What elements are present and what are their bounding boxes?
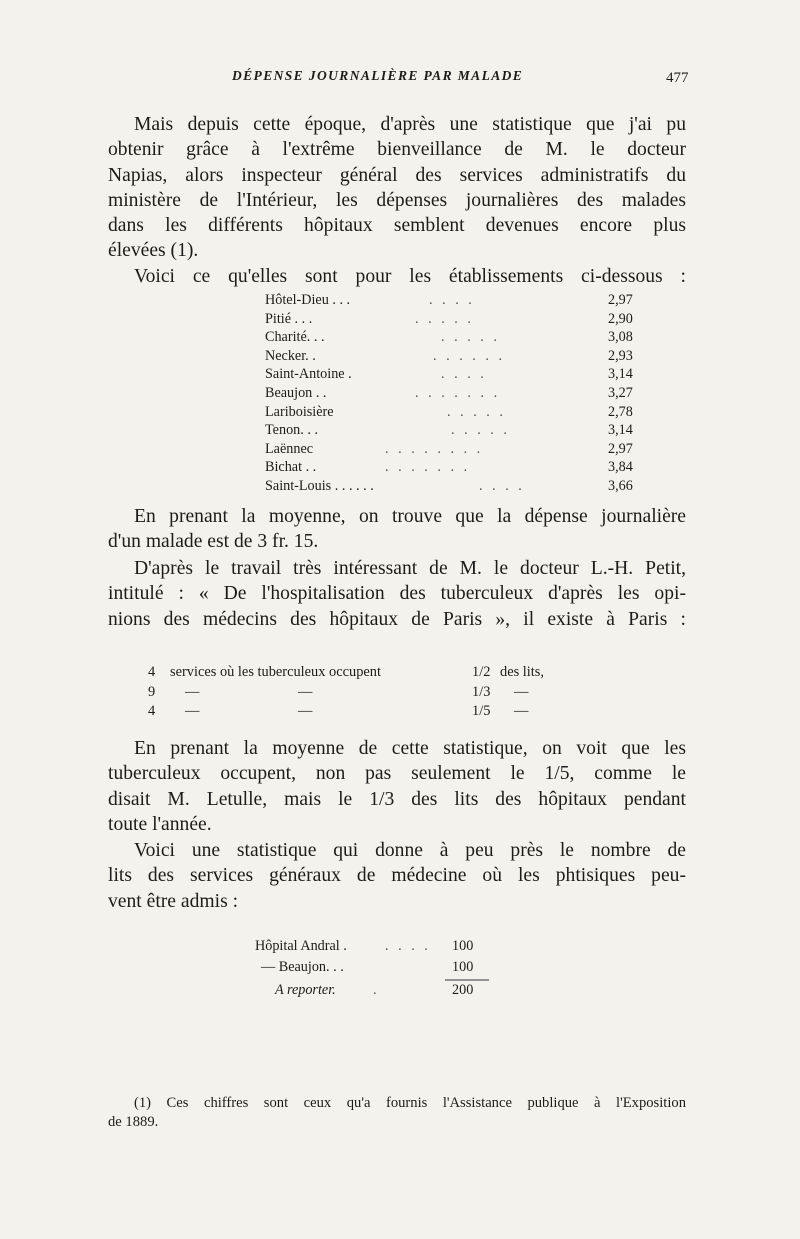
leader-dots: . . . . . — [451, 422, 510, 439]
daily-cost: 2,97 — [608, 292, 633, 308]
text-line: Mais depuis cette époque, d'après une statistique que j'ai pu — [134, 114, 686, 135]
text-line: intitulé : « De l'hospitalisation des tuberculeux d'après les opi- — [108, 583, 686, 605]
paragraph-average — [108, 504, 686, 555]
page-number: 477 — [666, 70, 689, 86]
ditto-dash: — — [514, 703, 529, 719]
carry-forward-label: A reporter. — [275, 982, 336, 998]
leader-dots: . . . . . — [441, 329, 500, 346]
hospital-cost-table — [265, 292, 665, 497]
service-suffix: des lits, — [500, 664, 544, 680]
text-line: disait M. Letulle, mais le 1/3 des lits des hôpitaux pendant — [108, 788, 686, 810]
leader-dots: . . . . . — [447, 403, 506, 420]
paragraph-phtisiques — [108, 838, 686, 914]
leader-dots: . . . . . . — [433, 347, 506, 364]
text-line: Voici une statistique qui donne à peu près le nombre de — [134, 840, 686, 861]
hospital-name: Laënnec — [265, 440, 314, 457]
ditto-dash: — — [298, 703, 313, 719]
hospital-name: — Beaujon. . . — [261, 959, 344, 975]
hospital-name: Necker. . — [265, 347, 316, 364]
bed-count: 100 — [452, 938, 474, 954]
bed-count: 100 — [452, 959, 474, 975]
text-line: d'un malade est de 3 fr. 15. — [108, 531, 319, 553]
daily-cost: 2,90 — [608, 310, 633, 327]
text-line: tuberculeux occupent, non pas seulement le 1/5, comme le — [108, 763, 686, 785]
hospital-name: Tenon. . . — [265, 422, 318, 439]
text-line: En prenant la moyenne de cette statistique, on voit que les — [134, 738, 686, 759]
daily-cost: 3,14 — [608, 422, 633, 439]
text-line: D'après le travail très intéressant de M. le docteur L.-H. Petit, — [134, 558, 686, 579]
hospital-name: Hôtel-Dieu . . . — [265, 292, 351, 308]
hospital-name: Pitié . . . — [265, 310, 313, 327]
table-row — [265, 422, 665, 441]
ditto-dash: — — [298, 683, 313, 700]
hospital-name: Lariboisière — [265, 403, 334, 420]
text-line: vent être admis : — [108, 890, 239, 912]
daily-cost: 2,93 — [608, 347, 633, 364]
table-row — [265, 478, 665, 497]
text-line: de 1889. — [108, 1113, 159, 1130]
daily-cost: 3,27 — [608, 384, 633, 401]
paragraph-intro — [108, 112, 686, 264]
leader-dots: . . . . — [479, 477, 525, 494]
leader-dots: . . . . — [385, 938, 431, 954]
beds-table — [255, 938, 495, 1003]
table-row — [265, 459, 665, 478]
bed-count: 200 — [452, 982, 474, 998]
running-title: DÉPENSE JOURNALIÈRE PAR MALADE — [232, 68, 524, 83]
text-line: (1) Ces chiffres sont ceux qu'a fournis l'Assistance publique à l'Exposition — [134, 1095, 686, 1111]
service-count: 4 — [148, 664, 156, 680]
text-line: En prenant la moyenne, on trouve que la dépense journalière — [134, 506, 686, 527]
service-text: services où les tuberculeux occupent — [170, 664, 381, 680]
daily-cost: 2,97 — [608, 440, 633, 457]
hospital-name: Saint-Louis . . . . . . — [265, 477, 374, 494]
text-line: ministère de l'Intérieur, les dépenses journalières des malades — [108, 189, 686, 211]
hospital-name: Beaujon . . — [265, 384, 327, 401]
table-row — [265, 311, 665, 330]
hospital-name: Bichat . . — [265, 459, 317, 476]
table-row — [255, 938, 495, 959]
table-row — [255, 982, 495, 1003]
ditto-dash: — — [185, 683, 200, 700]
text-line: obtenir grâce à l'extrême bienveillance de M. le docteur — [108, 139, 686, 161]
leader-dots: . . . . . — [415, 310, 474, 327]
table-row — [265, 329, 665, 348]
text-line: Voici ce qu'elles sont pour les établissements ci-dessous : — [134, 266, 686, 287]
footnote — [108, 1094, 686, 1131]
leader-dots: . . . . — [441, 366, 487, 383]
paragraph-moyenne-statistique — [108, 736, 686, 837]
ditto-dash: — — [514, 683, 529, 700]
daily-cost: 3,66 — [608, 477, 633, 494]
service-count: 4 — [148, 703, 156, 719]
text-line: toute l'année. — [108, 813, 212, 835]
table-row — [265, 441, 665, 460]
paragraph-petit — [108, 556, 686, 632]
leader-dots: . . . . . . . — [415, 384, 501, 401]
leader-dots: . — [373, 982, 380, 998]
text-line: lits des services généraux de médecine où les phtisiques peu- — [108, 865, 686, 887]
text-line: nions des médecins des hôpitaux de Paris », il existe à Paris : — [108, 608, 686, 630]
service-count: 9 — [148, 683, 156, 700]
leader-dots: . . . . — [429, 292, 475, 308]
bed-fraction: 1/2 — [472, 664, 491, 680]
table-row — [265, 385, 665, 404]
table-row — [265, 366, 665, 385]
page-header — [0, 66, 800, 92]
table-row — [255, 959, 495, 980]
bed-fraction: 1/3 — [472, 683, 491, 700]
daily-cost: 3,14 — [608, 366, 633, 383]
paragraph-voici — [108, 264, 686, 289]
bed-fraction: 1/5 — [472, 703, 491, 719]
table-row — [265, 348, 665, 367]
text-line: élevées (1). — [108, 240, 199, 262]
table-row — [265, 292, 665, 311]
table-row — [265, 404, 665, 423]
daily-cost: 3,08 — [608, 329, 633, 346]
text-line: dans les différents hôpitaux semblent devenues encore plus — [108, 215, 686, 237]
hospital-name: Saint-Antoine . — [265, 366, 352, 383]
leader-dots: . . . . . . . . — [385, 440, 484, 457]
text-line: Napias, alors inspecteur général des services administratifs du — [108, 164, 686, 186]
hospital-name: Charité. . . — [265, 329, 325, 346]
daily-cost: 3,84 — [608, 459, 633, 476]
ditto-dash: — — [185, 703, 200, 719]
leader-dots: . . . . . . . — [385, 459, 471, 476]
daily-cost: 2,78 — [608, 403, 633, 420]
hospital-name: Hôpital Andral . — [255, 938, 347, 954]
